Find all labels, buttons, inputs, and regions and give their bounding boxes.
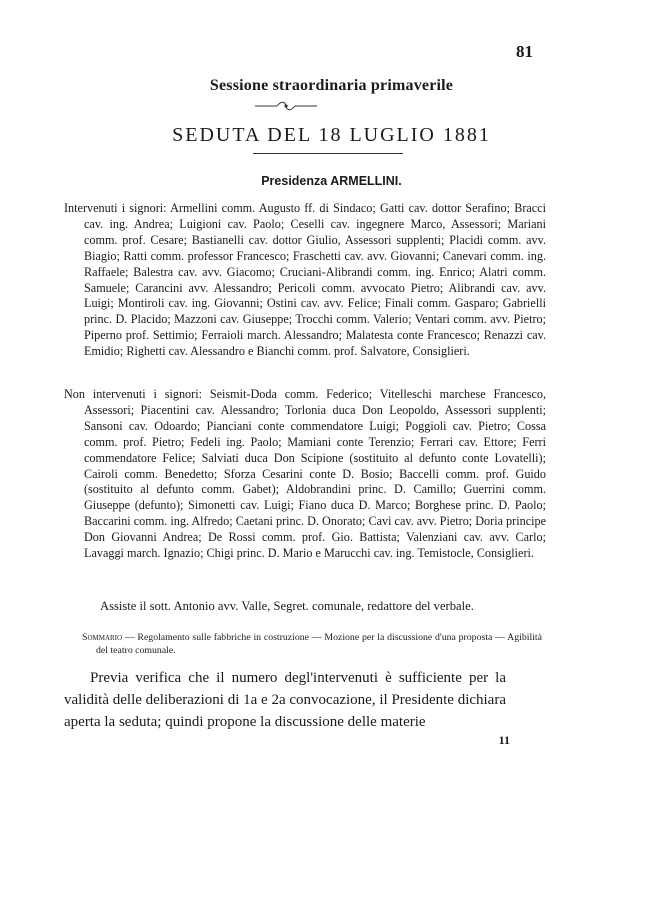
summary-label: Sommario: [82, 632, 123, 643]
title-rule: [253, 153, 403, 154]
present-members-paragraph: Intervenuti i signori: Armellini comm. Augusto ff. di Sindaco; Gatti cav. dottor Serafino; Bracci cav. ing. Andrea; Luigioni cav. Paolo; Ceselli cav. ingegnere Marco, Assessori; Mariani comm. prof. Cesare; Bastianelli cav. dottor Giulio, Assessori supplenti; Placidi comm. avv. Biagio; Ratti comm. professor Francesco; Fraschetti cav. avv. Giovanni; Canevari comm. ing. Raffaele; Balestra cav. avv. Giacomo; Cruciani-Alibrandi comm. ing. Enrico; Alatri comm. Samuele; Carancini avv. Alessandro; Pericoli comm. avvocato Pietro; Alibrandi cav. avv. Luigi; Montiroli cav. ing. Giovanni; Ostini cav. avv. Felice; Finali comm. Gasparo; Gabrielli princ. D. Placido; Mazzoni cav. Giuseppe; Trocchi comm. Valerio; Ventari comm. avv. Pietro; Piperno prof. Settimio; Ferraioli march. Alessandro; Malatesta conte Francesco; Renazzi cav. Emidio; Righetti cav. Alessandro e Bianchi comm. prof. Salvatore, Consiglieri.: [64, 201, 546, 359]
session-title: Sessione straordinaria primaverile: [209, 77, 454, 94]
absent-members-paragraph: Non intervenuti i signori: Seismit-Doda comm. Federico; Vitelleschi marchese Francesco, Assessori; Piacentini cav. Alessandro; Torlonia duca Don Leopoldo, Assessori supplenti; Sansoni cav. Odoardo; Pianciani conte commendatore Luigi; Poggioli cav. Pietro; Cossa comm. prof. Pietro; Fedeli ing. Paolo; Mamiani conte Terenzio; Ferrari cav. Ettore; Ferri commendatore Felice; Salviati duca Don Scipione (sostituito al defunto conte Lovatelli); Cairoli comm. Benedetto; Sforza Cesarini conte D. Bosio; Baccelli comm. prof. Guido (sostituito al defunto comm. Gabet); Aldobrandini princ. D. Camillo; Guerrini comm. Giuseppe (defunto); Simonetti cav. Luigi; Fiano duca D. Marco; Borghese princ. D. Paolo; Baccarini comm. ing. Alfredo; Caetani princ. D. Onorato; Cavi cav. avv. Pietro; Doria principe Don Giovanni Andrea; De Rossi comm. prof. Gio. Battista; Valenziani cav. avv. Carlo; Lavaggi march. Ignazio; Chigi princ. D. Mario e Marucchi cav. ing. Temistocle, Consiglieri.: [64, 387, 546, 561]
presidency-heading: Presidenza ARMELLINI.: [261, 174, 402, 188]
page-number: 81: [516, 42, 533, 61]
signature-mark: 11: [498, 733, 510, 747]
summary-text: — Regolamento sulle fabbriche in costruzione — Mozione per la discussione d'una proposta — Agibilità del teatro comunale.: [96, 632, 542, 656]
secretary-note: Assiste il sott. Antonio avv. Valle, Segret. comunale, redattore del verbale.: [100, 599, 474, 613]
summary: [82, 631, 542, 657]
seduta-title: SEDUTA DEL 18 LUGLIO 1881: [172, 124, 491, 146]
body-paragraph: Previa verifica che il numero degl'intervenuti è sufficiente per la validità delle deliberazioni di 1a e 2a convocazione, il Presidente dichiara aperta la seduta; quindi propone la discussione delle materie: [64, 670, 506, 731]
ornament-divider: [255, 101, 317, 111]
